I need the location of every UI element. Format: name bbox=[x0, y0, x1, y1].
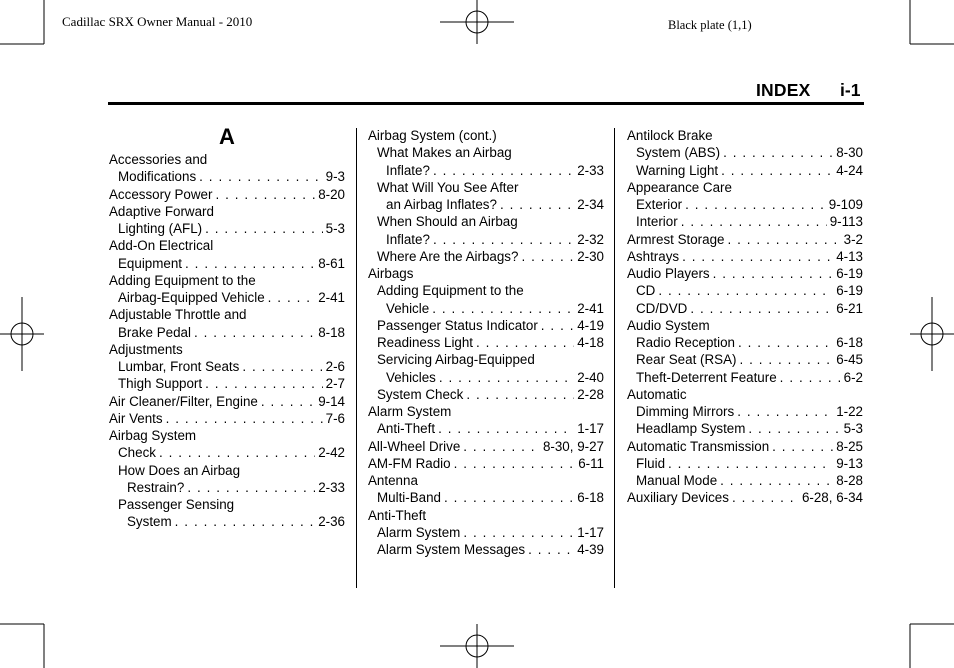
entry-term: Armrest Storage bbox=[627, 231, 725, 247]
entry-term: Airbag System bbox=[109, 428, 197, 443]
dot-leader bbox=[681, 213, 827, 230]
index-entry bbox=[127, 513, 345, 530]
entry-term: Exterior bbox=[636, 197, 683, 212]
index-entry bbox=[636, 369, 863, 386]
dot-leader bbox=[685, 196, 826, 213]
dot-leader bbox=[205, 375, 323, 392]
dot-leader bbox=[723, 144, 833, 161]
section-letter: A bbox=[219, 124, 235, 149]
entry-page-ref: 4-39 bbox=[577, 542, 604, 557]
entry-term: Lumbar, Front Seats bbox=[118, 359, 240, 374]
registration-mark-left bbox=[0, 297, 44, 371]
registration-mark-bottom bbox=[440, 624, 514, 668]
entry-page-ref: 9-14 bbox=[318, 393, 345, 409]
entry-term: Dimming Mirrors bbox=[636, 404, 735, 419]
entry-term: Brake Pedal bbox=[118, 324, 191, 340]
entry-page-ref: 6-28, 6-34 bbox=[801, 490, 863, 506]
entry-page-ref: 2-42 bbox=[318, 445, 345, 461]
entry-term: Theft-Deterrent Feature bbox=[636, 369, 777, 385]
entry-page-ref: 2-32 bbox=[577, 231, 604, 247]
dot-leader bbox=[713, 265, 834, 282]
entry-page-ref: 8-18 bbox=[318, 324, 345, 340]
entry-term: Warning Light bbox=[636, 162, 719, 178]
dot-leader bbox=[194, 324, 315, 341]
index-entry bbox=[627, 179, 863, 196]
entry-term: How Does an Airbag bbox=[118, 462, 241, 478]
entry-term: Automatic bbox=[627, 386, 687, 402]
dot-leader bbox=[185, 255, 315, 272]
entry-term: Interior bbox=[636, 214, 678, 230]
dot-leader bbox=[463, 438, 540, 455]
dot-leader bbox=[242, 358, 322, 375]
entry-page-ref: 6-18 bbox=[836, 335, 863, 350]
dot-leader bbox=[432, 300, 574, 317]
index-entry bbox=[368, 455, 604, 472]
entry-page-ref: 2-7 bbox=[325, 376, 345, 392]
index-entry bbox=[377, 248, 604, 265]
entry-term: Appearance Care bbox=[627, 179, 732, 195]
dot-leader bbox=[732, 489, 799, 506]
entry-term: Adding Equipment to the bbox=[109, 272, 256, 288]
entry-term: Readiness Light bbox=[377, 335, 474, 350]
index-entry bbox=[109, 203, 345, 220]
dot-leader bbox=[199, 168, 322, 185]
registration-mark-right bbox=[910, 297, 954, 371]
entry-term: Adaptive Forward bbox=[109, 203, 214, 219]
index-entry bbox=[368, 265, 604, 282]
index-entry bbox=[109, 151, 345, 168]
index-entry bbox=[368, 507, 604, 524]
column-divider bbox=[614, 128, 615, 588]
dot-leader bbox=[500, 196, 574, 213]
entry-term: Air Vents bbox=[109, 410, 163, 426]
entry-page-ref: 6-11 bbox=[578, 455, 604, 471]
entry-term: Antilock Brake bbox=[627, 128, 713, 143]
index-entry bbox=[636, 420, 863, 437]
entry-page-ref: 2-40 bbox=[577, 369, 604, 385]
entry-term: Inflate? bbox=[386, 231, 430, 247]
index-entry bbox=[109, 186, 345, 203]
index-entry bbox=[118, 289, 345, 306]
index-entry bbox=[118, 324, 345, 341]
index-entry bbox=[627, 248, 863, 265]
dot-leader bbox=[720, 472, 833, 489]
dot-leader bbox=[738, 334, 833, 351]
dot-leader bbox=[748, 420, 840, 437]
entry-term: Headlamp System bbox=[636, 421, 746, 437]
entry-term: Vehicles bbox=[386, 369, 436, 385]
index-entry bbox=[627, 386, 863, 403]
index-entry bbox=[636, 403, 863, 420]
index-entry bbox=[386, 196, 604, 213]
entry-page-ref: 6-21 bbox=[836, 300, 863, 316]
dot-leader bbox=[521, 248, 574, 265]
entry-term: Modifications bbox=[118, 169, 197, 185]
plate-label: Black plate (1,1) bbox=[668, 18, 752, 32]
entry-page-ref: 2-28 bbox=[577, 386, 604, 402]
index-entry bbox=[118, 255, 345, 272]
entry-term: Alarm System bbox=[377, 524, 461, 540]
dot-leader bbox=[739, 351, 833, 368]
entry-term: Auxiliary Devices bbox=[627, 490, 729, 506]
index-entry bbox=[109, 410, 345, 427]
index-entry bbox=[377, 351, 604, 368]
entry-page-ref: 6-18 bbox=[577, 490, 604, 506]
entry-term: Where Are the Airbags? bbox=[377, 248, 519, 264]
entry-term: Passenger Status Indicator bbox=[377, 317, 538, 333]
index-entry bbox=[636, 144, 863, 161]
index-entry bbox=[109, 272, 345, 289]
dot-leader bbox=[439, 369, 574, 386]
dot-leader bbox=[528, 541, 574, 558]
entry-term: Anti-Theft bbox=[377, 421, 436, 437]
entry-term: Antenna bbox=[368, 473, 418, 488]
entry-page-ref: 1-17 bbox=[577, 421, 604, 437]
entry-page-ref: 5-3 bbox=[325, 221, 345, 236]
entry-term: Restrain? bbox=[127, 479, 185, 495]
entry-term: CD/DVD bbox=[636, 300, 688, 316]
index-entry bbox=[109, 427, 345, 444]
entry-term: Servicing Airbag-Equipped bbox=[377, 352, 535, 368]
entry-term: Automatic Transmission bbox=[627, 438, 770, 454]
entry-term: Radio Reception bbox=[636, 335, 736, 350]
entry-page-ref: 4-24 bbox=[836, 162, 863, 178]
index-title: INDEX bbox=[756, 80, 811, 100]
index-entry bbox=[118, 462, 345, 479]
header-rule bbox=[108, 102, 864, 105]
entry-page-ref: 8-30 bbox=[836, 145, 863, 161]
entry-term: Accessories and bbox=[109, 152, 208, 167]
index-entry bbox=[636, 351, 863, 368]
entry-term: Adjustments bbox=[109, 341, 183, 357]
entry-page-ref: 6-2 bbox=[843, 369, 863, 385]
entry-page-ref: 9-13 bbox=[836, 455, 863, 471]
dot-leader bbox=[159, 444, 315, 461]
entry-page-ref: 4-18 bbox=[577, 335, 604, 350]
index-entry bbox=[627, 489, 863, 506]
entry-page-ref: 2-33 bbox=[577, 162, 604, 178]
index-entry bbox=[118, 375, 345, 392]
entry-term: Alarm System bbox=[368, 404, 452, 419]
index-entry bbox=[377, 213, 604, 230]
entry-page-ref: 2-33 bbox=[318, 479, 345, 495]
dot-leader bbox=[541, 317, 574, 334]
index-entry bbox=[377, 524, 604, 541]
dot-leader bbox=[772, 438, 833, 455]
index-entry bbox=[368, 472, 604, 489]
entry-page-ref: 2-6 bbox=[325, 359, 345, 374]
entry-term: What Makes an Airbag bbox=[377, 145, 512, 161]
entry-term: Multi-Band bbox=[377, 490, 442, 506]
dot-leader bbox=[268, 289, 316, 306]
dot-leader bbox=[433, 231, 574, 248]
entry-term: Audio Players bbox=[627, 266, 710, 281]
column-divider bbox=[356, 128, 357, 588]
dot-leader bbox=[454, 455, 576, 472]
dot-leader bbox=[476, 334, 574, 351]
entry-term: an Airbag Inflates? bbox=[386, 197, 497, 212]
entry-term: System Check bbox=[377, 386, 464, 402]
entry-term: System (ABS) bbox=[636, 145, 721, 161]
dot-leader bbox=[658, 282, 833, 299]
entry-term: Airbag-Equipped Vehicle bbox=[118, 290, 265, 305]
index-entry bbox=[627, 127, 863, 144]
index-entry bbox=[377, 541, 604, 558]
entry-page-ref: 2-41 bbox=[577, 300, 604, 316]
entry-page-ref: 8-20 bbox=[318, 186, 345, 202]
index-entry bbox=[118, 496, 345, 513]
index-entry bbox=[118, 358, 345, 375]
entry-page-ref: 2-41 bbox=[318, 290, 345, 305]
index-entry bbox=[368, 438, 604, 455]
dot-leader bbox=[175, 513, 316, 530]
dot-leader bbox=[780, 369, 841, 386]
entry-term: Accessory Power bbox=[109, 186, 213, 202]
index-entry bbox=[377, 334, 604, 351]
entry-page-ref: 6-19 bbox=[836, 266, 863, 281]
entry-page-ref: 8-61 bbox=[318, 255, 345, 271]
index-entry bbox=[636, 162, 863, 179]
index-entry bbox=[109, 237, 345, 254]
index-entry bbox=[109, 393, 345, 410]
index-entry bbox=[377, 489, 604, 506]
index-entry bbox=[636, 334, 863, 351]
dot-leader bbox=[444, 489, 574, 506]
dot-leader bbox=[721, 162, 833, 179]
entry-term: Equipment bbox=[118, 255, 183, 271]
entry-page-ref: 5-3 bbox=[843, 421, 863, 437]
dot-leader bbox=[166, 410, 323, 427]
entry-term: Air Cleaner/Filter, Engine bbox=[109, 393, 258, 409]
entry-term: Thigh Support bbox=[118, 376, 203, 392]
entry-page-ref: 1-22 bbox=[836, 404, 863, 419]
manual-title: Cadillac SRX Owner Manual - 2010 bbox=[62, 14, 253, 29]
entry-term: Airbags bbox=[368, 266, 414, 281]
dot-leader bbox=[187, 479, 315, 496]
index-entry bbox=[109, 306, 345, 323]
dot-leader bbox=[466, 386, 574, 403]
entry-term: Passenger Sensing bbox=[118, 497, 235, 512]
index-entry bbox=[377, 317, 604, 334]
entry-page-ref: 9-113 bbox=[829, 214, 863, 230]
index-entry bbox=[627, 231, 863, 248]
entry-term: Check bbox=[118, 445, 156, 461]
entry-term: What Will You See After bbox=[377, 179, 519, 195]
index-entry bbox=[627, 317, 863, 334]
index-entry bbox=[377, 179, 604, 196]
entry-page-ref: 2-34 bbox=[577, 197, 604, 212]
entry-page-ref: 4-19 bbox=[577, 317, 604, 333]
dot-leader bbox=[433, 162, 574, 179]
index-entry bbox=[636, 455, 863, 472]
index-entry bbox=[377, 386, 604, 403]
dot-leader bbox=[690, 300, 833, 317]
index-entry bbox=[386, 162, 604, 179]
dot-leader bbox=[463, 524, 574, 541]
index-entry bbox=[636, 472, 863, 489]
index-entry bbox=[377, 420, 604, 437]
entry-term: When Should an Airbag bbox=[377, 214, 518, 230]
index-entry bbox=[627, 265, 863, 282]
dot-leader bbox=[668, 455, 833, 472]
index-entry bbox=[368, 403, 604, 420]
entry-page-ref: 8-25 bbox=[836, 438, 863, 454]
entry-term: Anti-Theft bbox=[368, 507, 427, 523]
entry-page-ref: 6-19 bbox=[836, 283, 863, 299]
index-entry bbox=[127, 479, 345, 496]
dot-leader bbox=[682, 248, 833, 265]
index-entry bbox=[118, 444, 345, 461]
index-entry bbox=[627, 438, 863, 455]
index-entry bbox=[118, 220, 345, 237]
entry-term: Ashtrays bbox=[627, 248, 680, 264]
entry-page-ref: 9-109 bbox=[828, 197, 863, 212]
index-entry bbox=[109, 341, 345, 358]
entry-page-ref: 1-17 bbox=[577, 524, 604, 540]
entry-term: System bbox=[127, 514, 172, 530]
entry-term: CD bbox=[636, 283, 656, 299]
entry-term: Lighting (AFL) bbox=[118, 221, 203, 236]
entry-term: Inflate? bbox=[386, 162, 430, 178]
dot-leader bbox=[261, 393, 315, 410]
entry-page-ref: 8-28 bbox=[836, 473, 863, 488]
entry-term: Add-On Electrical bbox=[109, 238, 214, 254]
dot-leader bbox=[438, 420, 574, 437]
index-entry bbox=[118, 168, 345, 185]
index-entry bbox=[377, 144, 604, 161]
index-entry bbox=[636, 300, 863, 317]
entry-term: Alarm System Messages bbox=[377, 542, 526, 557]
entry-term: Manual Mode bbox=[636, 473, 718, 488]
entry-page-ref: 3-2 bbox=[843, 231, 863, 247]
entry-page-ref: 8-30, 9-27 bbox=[542, 438, 604, 454]
entry-term: Audio System bbox=[627, 317, 710, 333]
entry-term: Adjustable Throttle and bbox=[109, 307, 247, 323]
dot-leader bbox=[205, 220, 323, 237]
entry-page-ref: 2-36 bbox=[318, 514, 345, 530]
index-entry bbox=[368, 127, 604, 144]
dot-leader bbox=[215, 186, 315, 203]
entry-term: Airbag System (cont.) bbox=[368, 128, 497, 143]
index-page-number: i-1 bbox=[840, 80, 861, 100]
index-entry bbox=[377, 282, 604, 299]
entry-term: All-Wheel Drive bbox=[368, 438, 461, 454]
entry-page-ref: 2-30 bbox=[577, 248, 604, 264]
index-entry bbox=[386, 300, 604, 317]
entry-page-ref: 4-13 bbox=[836, 248, 863, 264]
dot-leader bbox=[737, 403, 833, 420]
index-entry bbox=[386, 231, 604, 248]
index-entry bbox=[636, 282, 863, 299]
entry-page-ref: 9-3 bbox=[325, 169, 345, 185]
entry-term: Vehicle bbox=[386, 300, 430, 316]
dot-leader bbox=[728, 231, 841, 248]
index-entry bbox=[636, 213, 863, 230]
entry-page-ref: 7-6 bbox=[325, 410, 345, 426]
index-entry bbox=[386, 369, 604, 386]
entry-term: Fluid bbox=[636, 455, 666, 471]
registration-mark-top bbox=[440, 0, 514, 44]
entry-page-ref: 6-45 bbox=[836, 352, 863, 368]
index-entry bbox=[636, 196, 863, 213]
entry-term: Rear Seat (RSA) bbox=[636, 352, 737, 368]
entry-term: Adding Equipment to the bbox=[377, 283, 524, 299]
entry-term: AM-FM Radio bbox=[368, 455, 451, 471]
